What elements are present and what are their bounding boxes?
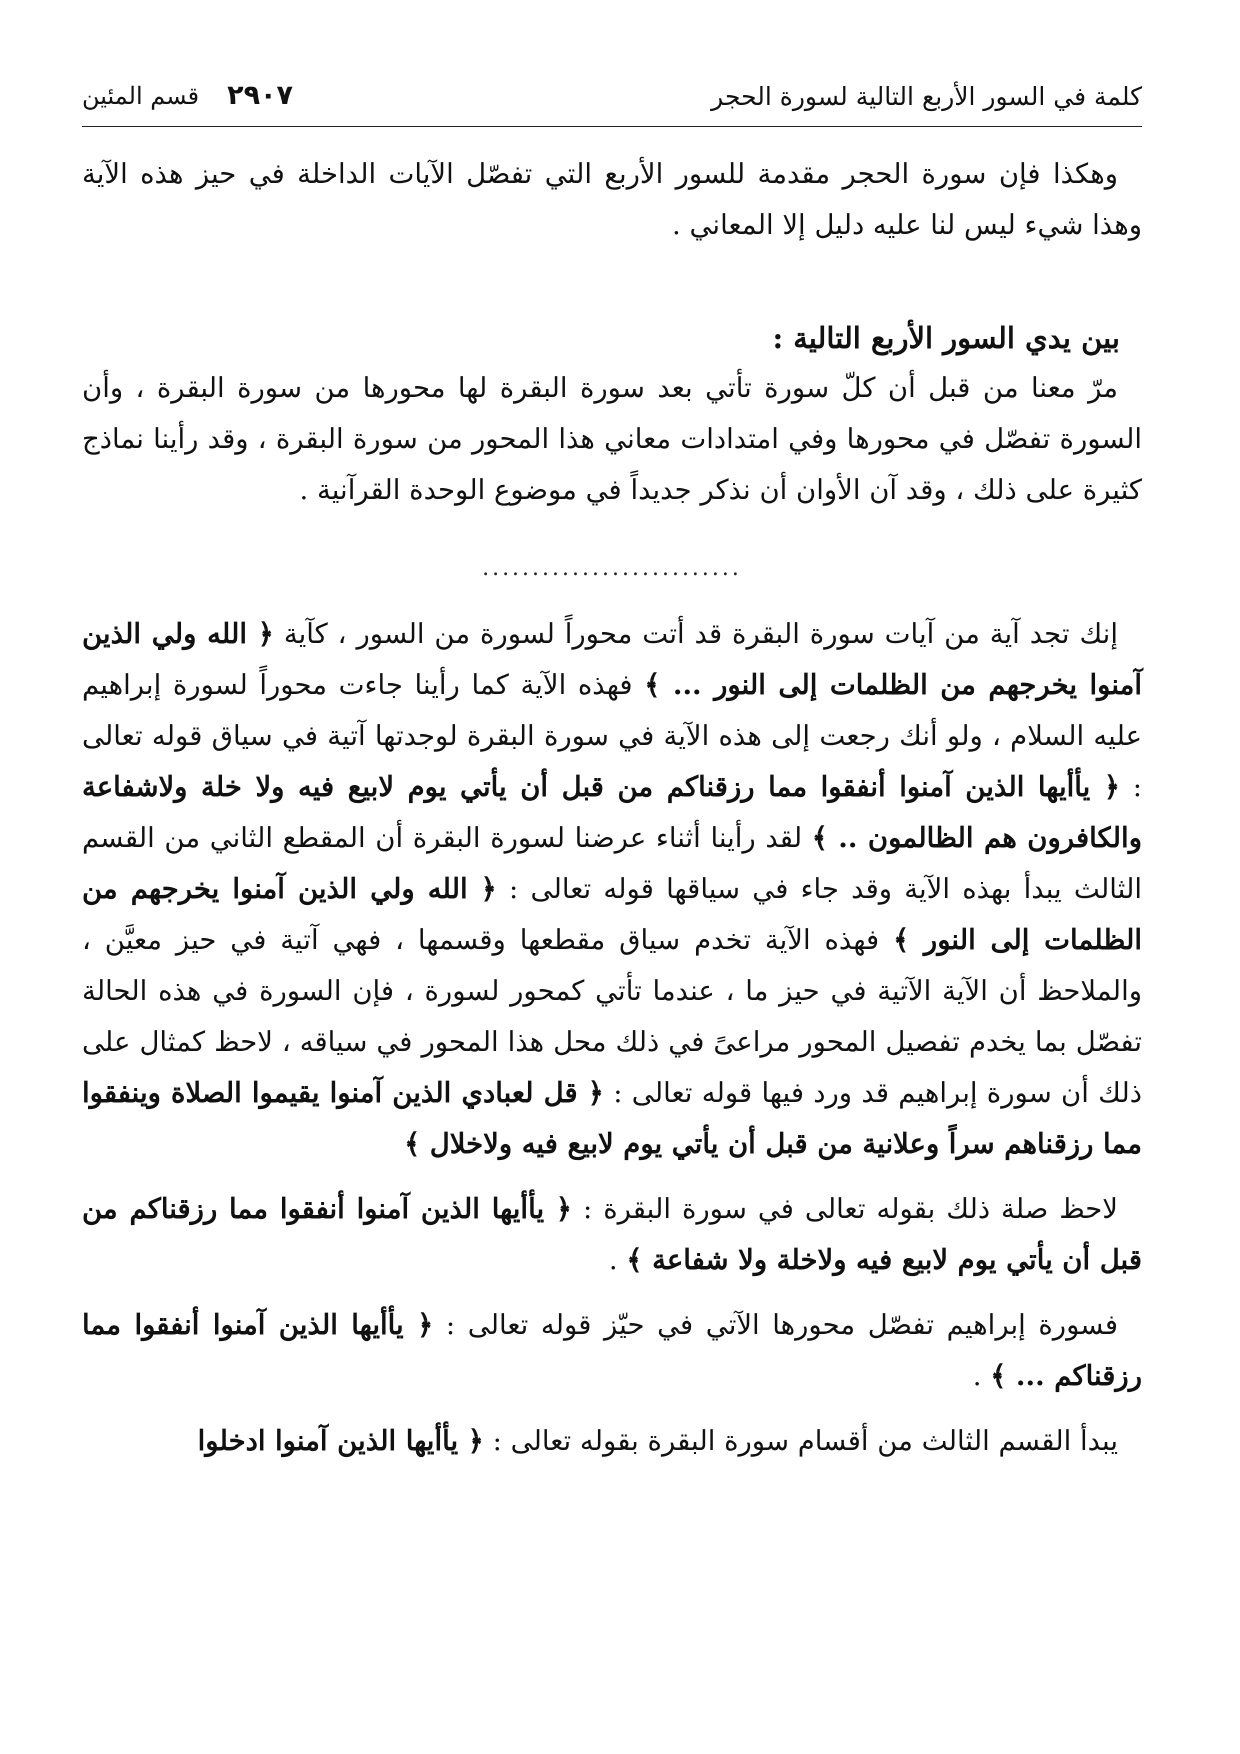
paragraph-4 <box>82 1300 1142 1402</box>
quran-verse: ﴿ قل لعبادي الذين آمنوا يقيموا الصلاة وينفقوا مما رزقناهم سراً وعلانية من قبل أن يأتي يوم لابيع فيه ولاخلال ﴾ <box>82 1077 1142 1160</box>
text-span: فهذه الآية تخدم سياق مقطعها وقسمها ، فهي آتية في حيز معيَّن ، والملاحظ أن الآية الآتية في حيز ما ، عندما تأتي كمحور لسورة ، فإن السورة في هذه الحالة تفصّل بما يخدم تفصيل المحور مراعىً في ذلك محل هذا المحور في سياقه ، لاحظ كمثال على ذلك أن سورة إبراهيم قد ورد فيها قوله تعالى : <box>82 924 1142 1109</box>
paragraph-1: مرّ معنا من قبل أن كلّ سورة تأتي بعد سورة البقرة لها محورها من سورة البقرة ، وأن السورة تفصّل في محورها وفي امتدادات معاني هذا المحور من سورة البقرة ، وقد رأينا نماذج كثيرة على ذلك ، وقد آن الأوان أن نذكر جديداً في موضوع الوحدة القرآنية . <box>82 372 1142 506</box>
paragraph-2 <box>82 609 1142 1170</box>
quran-verse: ﴿ الله ولي الذين آمنوا يخرجهم من الظلمات إلى النور ... ﴾ <box>82 618 1142 701</box>
dotted-separator: .......................... <box>482 556 742 581</box>
intro-paragraph: وهكذا فإن سورة الحجر مقدمة للسور الأربع التي تفصّل الآيات الداخلة في حيز هذه الآية وهذا شيء ليس لنا عليه دليل إلا المعاني . <box>82 158 1142 241</box>
text-span: لقد رأينا أثناء عرضنا لسورة البقرة أن المقطع الثاني من القسم الثالث يبدأ بهذه الآية وقد جاء في سياقها قوله تعالى : <box>82 822 1142 905</box>
running-header <box>82 70 1142 127</box>
book-page <box>82 70 1142 1467</box>
section-name: قسم المئين <box>82 82 200 110</box>
quran-verse: ﴿ يأأيها الذين آمنوا أنفقوا مما رزقناكم من قبل أن يأتي يوم لابيع فيه ولاخلة ولا شفاعة ﴾ <box>82 1193 1142 1276</box>
text-span: يبدأ القسم الثالث من أقسام سورة البقرة بقوله تعالى : <box>492 1425 1118 1457</box>
text-span: لاحظ صلة ذلك بقوله تعالى في سورة البقرة : <box>582 1193 1118 1225</box>
section-heading: بين يدي السور الأربع التالية : <box>772 321 1120 355</box>
header-left-group <box>82 80 293 111</box>
quran-verse: ﴿ يأأيها الذين آمنوا أنفقوا مما رزقناكم من قبل أن يأتي يوم لابيع فيه ولا خلة ولاشفاعة والكافرون هم الظالمون .. ﴾ <box>82 771 1142 854</box>
text-span: فسورة إبراهيم تفصّل محورها الآتي في حيّز قوله تعالى : <box>445 1309 1118 1341</box>
text-span: فهذه الآية كما رأينا جاءت محوراً لسورة إبراهيم عليه السلام ، ولو أنك رجعت إلى هذه الآية في سورة البقرة لوجدتها آتية في سياق قوله تعالى : <box>82 669 1142 803</box>
text-span: . <box>972 1360 982 1392</box>
text-span: . <box>608 1244 618 1276</box>
page-number: ٢٩٠٧ <box>227 80 294 111</box>
quran-verse: ﴿ يأأيها الذين آمنوا ادخلوا <box>197 1425 484 1457</box>
chapter-title: كلمة في السور الأربع التالية لسورة الحجر <box>711 82 1142 111</box>
quran-verse: ﴿ يأأيها الذين آمنوا أنفقوا مما رزقناكم ... ﴾ <box>82 1309 1142 1392</box>
quran-verse: ﴿ الله ولي الذين آمنوا يخرجهم من الظلمات إلى النور ﴾ <box>82 873 1142 956</box>
paragraph-3 <box>82 1184 1142 1286</box>
paragraph-5 <box>82 1416 1142 1467</box>
text-span: إنك تجد آية من آيات سورة البقرة قد أتت محوراً لسورة من السور ، كآية <box>283 618 1118 650</box>
